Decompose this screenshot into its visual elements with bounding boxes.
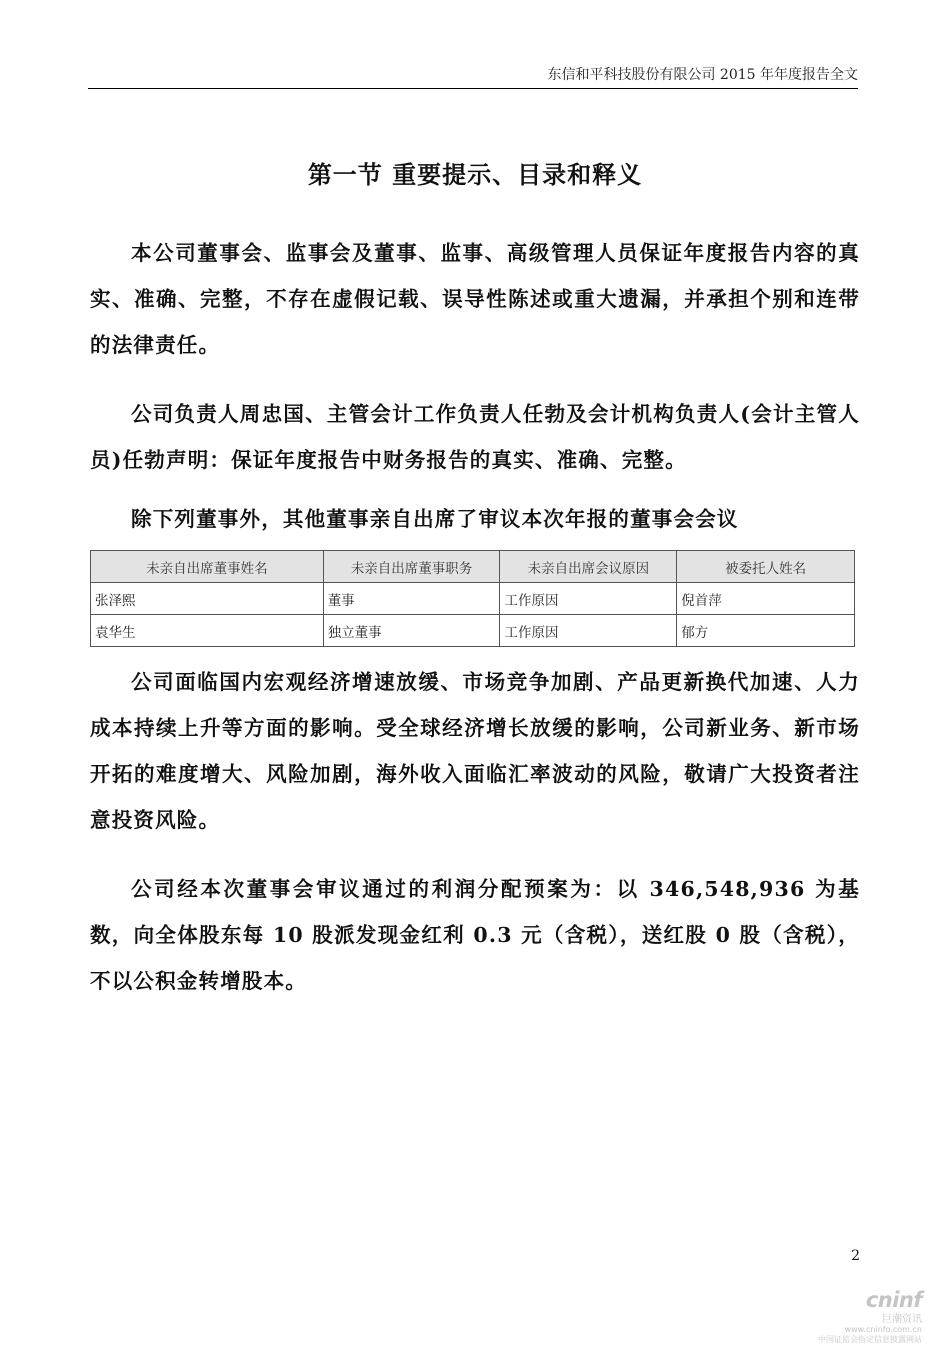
table-cell: 独立董事: [323, 615, 500, 647]
paragraph-profit-distribution: 公司经本次董事会审议通过的利润分配预案为：以 346,548,936 为基数，向全体股东每 10 股派发现金红利 0.3 元（含税），送红股 0 股（含税），不以公积金转增股本。: [90, 877, 860, 993]
cninfo-watermark-logo: [818, 1288, 922, 1345]
table-cell: 工作原因: [500, 583, 677, 615]
table-cell: 董事: [323, 583, 500, 615]
section-title: 第一节 重要提示、目录和释义: [307, 160, 643, 189]
table-row: [91, 615, 855, 647]
watermark-slogan: 中国证监会指定信息披露网站: [818, 1335, 922, 1344]
table-cell: 袁华生: [91, 615, 324, 647]
paragraph-absent-directors-intro: 除下列董事外，其他董事亲自出席了审议本次年报的董事会会议: [131, 507, 739, 531]
watermark-cn-name: 巨潮资讯: [882, 1314, 922, 1325]
table-cell: 倪首萍: [677, 583, 855, 615]
page-number: 2: [851, 1248, 860, 1264]
absent-directors-table: [90, 550, 855, 647]
table-header-row: [91, 551, 855, 583]
watermark-url: www.cninfo.com.cn: [844, 1325, 922, 1334]
table-cell: 张泽熙: [91, 583, 324, 615]
column-header: 未亲自出席董事职务: [323, 551, 500, 583]
report-title: 东信和平科技股份有限公司 2015 年年度报告全文: [547, 67, 858, 83]
column-header: 未亲自出席会议原因: [500, 551, 677, 583]
table-row: [91, 583, 855, 615]
column-header: 被委托人姓名: [677, 551, 855, 583]
watermark-brand: cninf: [865, 1288, 922, 1312]
paragraph-board-guarantee: 本公司董事会、监事会及董事、监事、高级管理人员保证年度报告内容的真实、准确、完整，不存在虚假记载、误导性陈述或重大遗漏，并承担个别和连带的法律责任。: [90, 241, 860, 357]
table-cell: 工作原因: [500, 615, 677, 647]
page-header: [88, 62, 858, 89]
paragraph-responsible-persons: 公司负责人周忠国、主管会计工作负责人任勃及会计机构负责人(会计主管人员)任勃声明：保证年度报告中财务报告的真实、准确、完整。: [90, 402, 860, 472]
table-cell: 郁方: [677, 615, 855, 647]
paragraph-risk-warning: 公司面临国内宏观经济增速放缓、市场竞争加剧、产品更新换代加速、人力成本持续上升等方面的影响。受全球经济增长放缓的影响，公司新业务、新市场开拓的难度增大、风险加剧，海外收入面临汇率波动的风险，敬请广大投资者注意投资风险。: [90, 670, 860, 832]
column-header: 未亲自出席董事姓名: [91, 551, 324, 583]
